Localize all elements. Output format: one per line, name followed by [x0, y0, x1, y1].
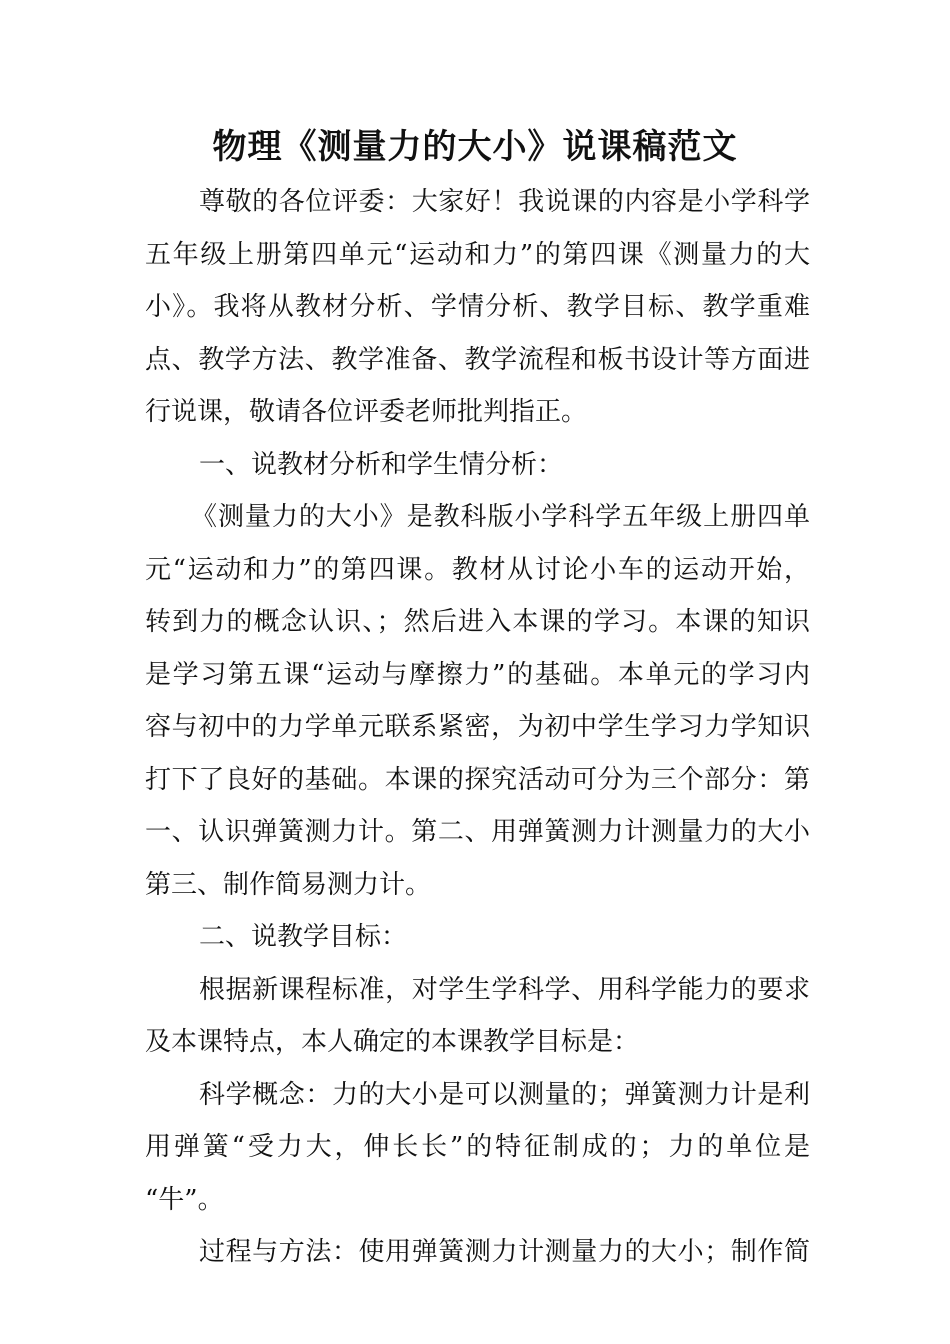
section-heading: 一、说教材分析和学生情分析： — [199, 449, 564, 480]
paragraph-line: 第三、制作简易测力计。 — [145, 869, 432, 900]
paragraph-line: 《测量力的大小》是教科版小学科学五年级上册四单 — [191, 502, 810, 532]
paragraph-line: 用弹簧“受力大，伸长长”的特征制成的；力的单位是 — [145, 1132, 810, 1162]
paragraph-line: 打下了良好的基础。本课的探究活动可分为三个部分：第 — [145, 764, 810, 795]
paragraph-line: 行说课，敬请各位评委老师批判指正。 — [145, 397, 588, 427]
paragraph-line: 过程与方法：使用弹簧测力计测量力的大小；制作简 — [199, 1237, 810, 1267]
section-heading: 二、说教学目标： — [199, 922, 408, 952]
paragraph-line: 科学概念：力的大小是可以测量的；弹簧测力计是利 — [199, 1079, 810, 1110]
paragraph-line: 根据新课程标准，对学生学科学、用科学能力的要求 — [199, 974, 810, 1005]
paragraph-line: 及本课特点，本人确定的本课教学目标是： — [145, 1027, 640, 1057]
paragraph-line: 尊敬的各位评委：大家好！我说课的内容是小学科学 — [199, 187, 810, 217]
paragraph-line: 元“运动和力”的第四课。教材从讨论小车的运动开始， — [145, 554, 810, 585]
paragraph-line: 是学习第五课“运动与摩擦力”的基础。本单元的学习内 — [145, 659, 810, 690]
paragraph-line: 五年级上册第四单元“运动和力”的第四课《测量力的大 — [145, 239, 810, 270]
paragraph-line: 转到力的概念认识、；然后进入本课的学习。本课的知识 — [145, 607, 810, 637]
paragraph-line: 一、认识弹簧测力计。第二、用弹簧测力计测量力的大小 — [145, 817, 810, 847]
paragraph-line: 小》。我将从教材分析、学情分析、教学目标、教学重难 — [145, 292, 810, 322]
paragraph-line: 点、教学方法、教学准备、教学流程和板书设计等方面进 — [145, 344, 810, 375]
document-title: 物理《测量力的大小》说课稿范文 — [212, 127, 738, 167]
paragraph-line: “牛”。 — [145, 1184, 224, 1215]
document-body — [145, 176, 810, 1279]
paragraph-line: 容与初中的力学单元联系紧密，为初中学生学习力学知识 — [145, 712, 810, 742]
